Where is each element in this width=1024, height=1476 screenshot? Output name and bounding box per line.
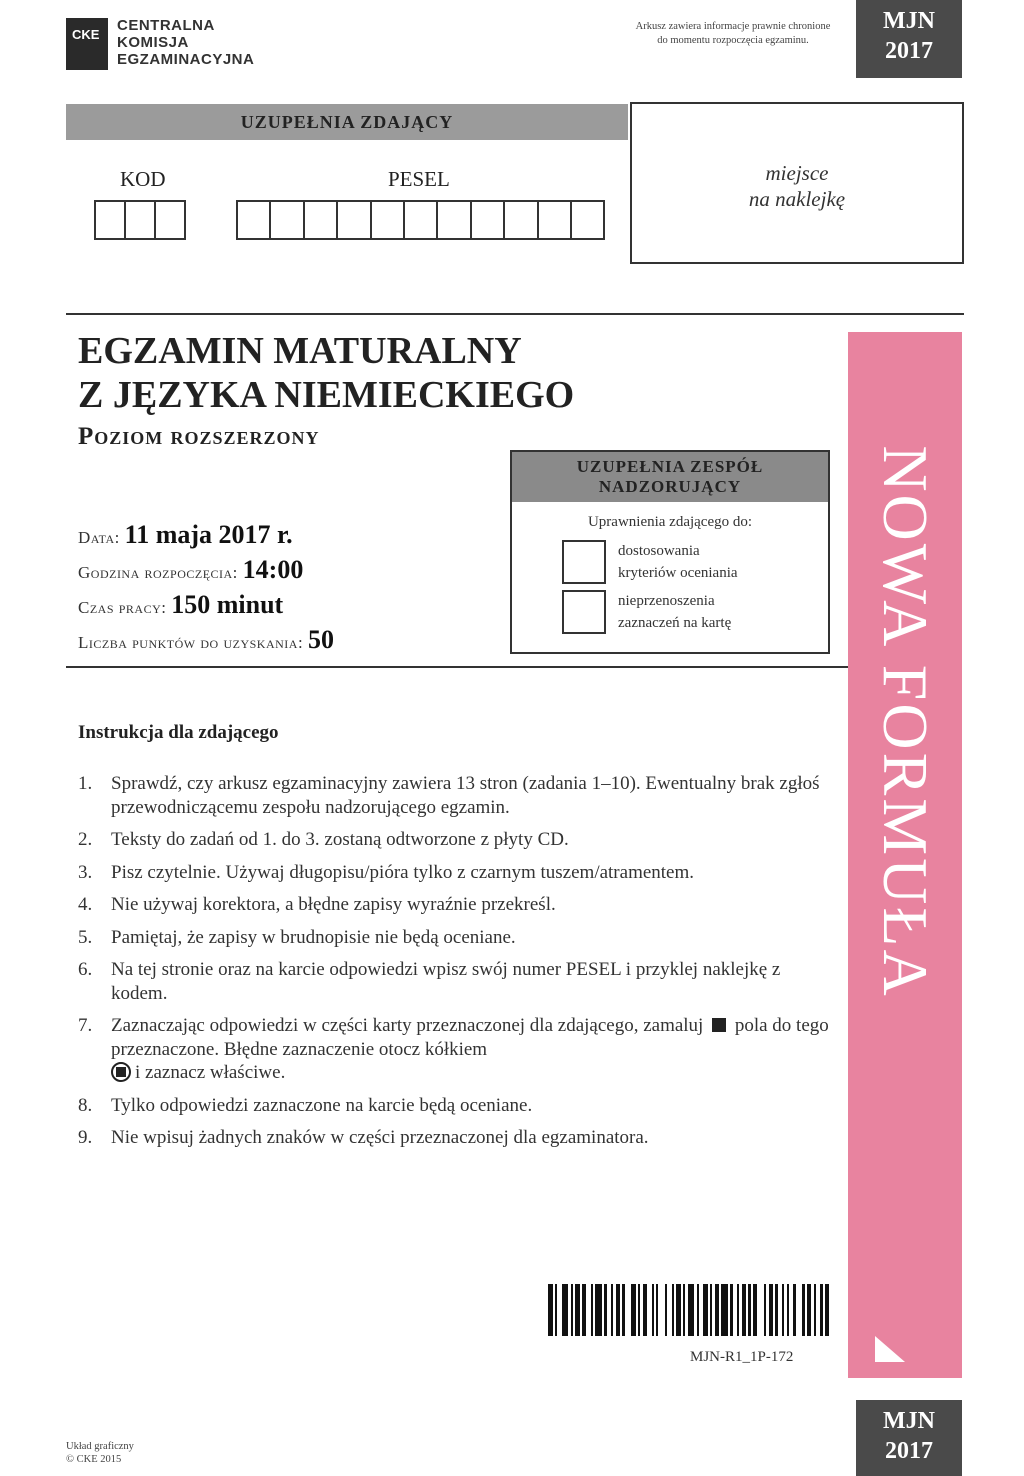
triangle-marker-icon: [875, 1336, 905, 1362]
kod-cell[interactable]: [154, 200, 186, 240]
barcode-stripe: [796, 1284, 803, 1336]
instruction-item: [78, 1014, 838, 1085]
exam-level: Poziom rozszerzony: [78, 423, 320, 450]
instruction-item: [78, 828, 838, 852]
date-value: 11 maja 2017 r.: [124, 520, 293, 549]
credit: [66, 1440, 134, 1466]
item-text: Pisz czytelnie. Używaj długopisu/pióra tylko z czarnym tuszem/atramentem.: [111, 861, 695, 883]
pesel-cell[interactable]: [236, 200, 271, 240]
barcode-stripe: [595, 1284, 602, 1336]
start-row: [78, 555, 303, 585]
option-label: [618, 590, 731, 634]
credit-line: © CKE 2015: [66, 1454, 122, 1465]
barcode-stripe: [688, 1284, 695, 1336]
item-number: 3.: [78, 861, 93, 883]
points-value: 50: [307, 625, 334, 654]
option-line: dostosowania: [618, 543, 700, 559]
item-number: 2.: [78, 829, 93, 850]
exam-code: MJN: [883, 1408, 935, 1434]
option-line: nieprzenoszenia: [618, 593, 715, 609]
exam-year: 2017: [885, 38, 933, 64]
exam-code-top: [856, 0, 962, 78]
date-label: Data:: [78, 528, 120, 547]
item-text: [111, 1014, 838, 1085]
option-line: zaznaczeń na kartę: [618, 615, 732, 631]
institution-line: KOMISJA: [117, 34, 189, 51]
item-text: Nie używaj korektora, a błędne zapisy wyraźnie przekreśl.: [111, 894, 556, 915]
pesel-cell[interactable]: [436, 200, 471, 240]
pesel-cell[interactable]: [403, 200, 438, 240]
circled-square-icon: [111, 1062, 131, 1082]
instruction-item: [78, 1094, 838, 1118]
pesel-cell[interactable]: [570, 200, 605, 240]
item-text-part: i zaznacz właściwe.: [135, 1062, 286, 1083]
supervisor-header-line: NADZORUJĄCY: [598, 477, 742, 496]
instruction-item: [78, 926, 838, 950]
institution-name: [117, 17, 254, 68]
supervisor-box: [510, 450, 830, 654]
logo-abbr: CKE: [72, 27, 100, 42]
pesel-cell[interactable]: [336, 200, 371, 240]
item-text: Pamiętaj, że zapisy w brudnopisie nie będą oceniane.: [111, 926, 516, 948]
option-line: kryteriów oceniania: [618, 565, 738, 581]
student-section-header: UZUPEŁNIA ZDAJĄCY: [66, 104, 628, 140]
sticker-area: [630, 102, 964, 264]
exam-subject: Z JĘZYKA NIEMIECKIEGO: [78, 374, 575, 416]
barcode: [548, 1284, 830, 1336]
item-text: Nie wpisuj żadnych znaków w części przeznaczonej dla egzaminatora.: [111, 1127, 649, 1148]
side-banner-text-wrap: [848, 332, 962, 1112]
item-text-part: Zaznaczając odpowiedzi w części karty przeznaczonej dla zdającego, zamaluj: [111, 1015, 704, 1036]
item-number: 5.: [78, 926, 93, 948]
sticker-line: na naklejkę: [748, 187, 846, 211]
barcode-label: MJN-R1_1P-172: [690, 1349, 794, 1365]
item-text: Sprawdź, czy arkusz egzaminacyjny zawiera 13 stron (zadania 1–10). Ewentualny brak zgłoś przewodniczącemu zespołu nadzorującego egzamin.: [111, 773, 820, 818]
points-label: Liczba punktów do uzyskania:: [78, 633, 304, 652]
exam-code-bottom: [856, 1400, 962, 1476]
filled-square-icon: [712, 1018, 726, 1032]
pesel-cell[interactable]: [370, 200, 405, 240]
item-text: Na tej stronie oraz na karcie odpowiedzi wpisz swój numer PESEL i przyklej naklejkę z kodem.: [111, 959, 781, 1004]
duration-row: [78, 590, 283, 620]
barcode-stripe: [825, 1284, 830, 1336]
pesel-cell[interactable]: [269, 200, 304, 240]
divider: [66, 666, 848, 668]
sticker-line: miejsce: [765, 161, 829, 185]
pesel-cell[interactable]: [303, 200, 338, 240]
cke-logo: [66, 18, 108, 70]
credit-line: Układ graficzny: [66, 1441, 134, 1452]
start-label: Godzina rozpoczęcia:: [78, 563, 238, 582]
confidential-notice: Arkusz zawiera informacje prawnie chronione do momentu rozpoczęcia egzaminu.: [635, 21, 831, 46]
instruction-item: [78, 958, 838, 1005]
item-number: 8.: [78, 1094, 93, 1116]
item-number: 6.: [78, 959, 93, 980]
transfer-checkbox[interactable]: [562, 590, 606, 634]
kod-cell[interactable]: [94, 200, 126, 240]
barcode-stripe: [625, 1284, 632, 1336]
instruction-item: [78, 893, 838, 917]
instruction-item: [78, 1126, 838, 1150]
instruction-item: [78, 861, 838, 885]
pesel-label: PESEL: [388, 167, 450, 191]
item-number: 1.: [78, 773, 93, 794]
option-label: [618, 540, 738, 584]
item-text-part: pola do tego przeznaczone. Błędne zaznaczenie otocz kółkiem: [111, 1015, 829, 1060]
instructions-title: Instrukcja dla zdającego: [78, 722, 279, 743]
entitlements-intro: Uprawnienia zdającego do:: [587, 514, 753, 530]
item-text: Teksty do zadań od 1. do 3. zostaną odtworzone z płyty CD.: [111, 829, 569, 850]
institution-line: CENTRALNA: [117, 17, 215, 34]
pesel-cell[interactable]: [503, 200, 538, 240]
supervisor-box-header: [512, 452, 828, 502]
pesel-cell[interactable]: [470, 200, 505, 240]
duration-value: 150 minut: [171, 590, 284, 619]
barcode-stripe: [562, 1284, 569, 1336]
item-number: 7.: [78, 1015, 93, 1036]
option-criteria: [562, 540, 738, 584]
kod-label: KOD: [120, 167, 166, 191]
date-row: [78, 520, 293, 550]
barcode-stripe: [757, 1284, 764, 1336]
barcode-stripe: [721, 1284, 728, 1336]
item-text: Tylko odpowiedzi zaznaczone na karcie będą oceniane.: [111, 1094, 533, 1116]
divider: [66, 313, 964, 315]
item-number: 4.: [78, 894, 93, 915]
item-number: 9.: [78, 1127, 93, 1148]
start-value: 14:00: [242, 555, 304, 584]
barcode-stripe: [658, 1284, 665, 1336]
instruction-item: [78, 772, 838, 819]
points-row: [78, 625, 334, 655]
exam-title: EGZAMIN MATURALNY: [78, 330, 522, 372]
kod-cell[interactable]: [124, 200, 156, 240]
institution-line: EGZAMINACYJNA: [117, 51, 255, 68]
supervisor-header-line: UZUPEŁNIA ZESPÓŁ: [576, 457, 764, 476]
exam-year: 2017: [885, 1438, 933, 1464]
duration-label: Czas pracy:: [78, 598, 167, 617]
kod-input[interactable]: [96, 200, 186, 240]
option-transfer: [562, 590, 731, 634]
instructions-list: [78, 772, 838, 1159]
criteria-checkbox[interactable]: [562, 540, 606, 584]
exam-code: MJN: [883, 8, 935, 34]
pesel-input[interactable]: [238, 200, 605, 240]
side-banner-text: NOWA FORMUŁA: [870, 445, 941, 999]
pesel-cell[interactable]: [537, 200, 572, 240]
